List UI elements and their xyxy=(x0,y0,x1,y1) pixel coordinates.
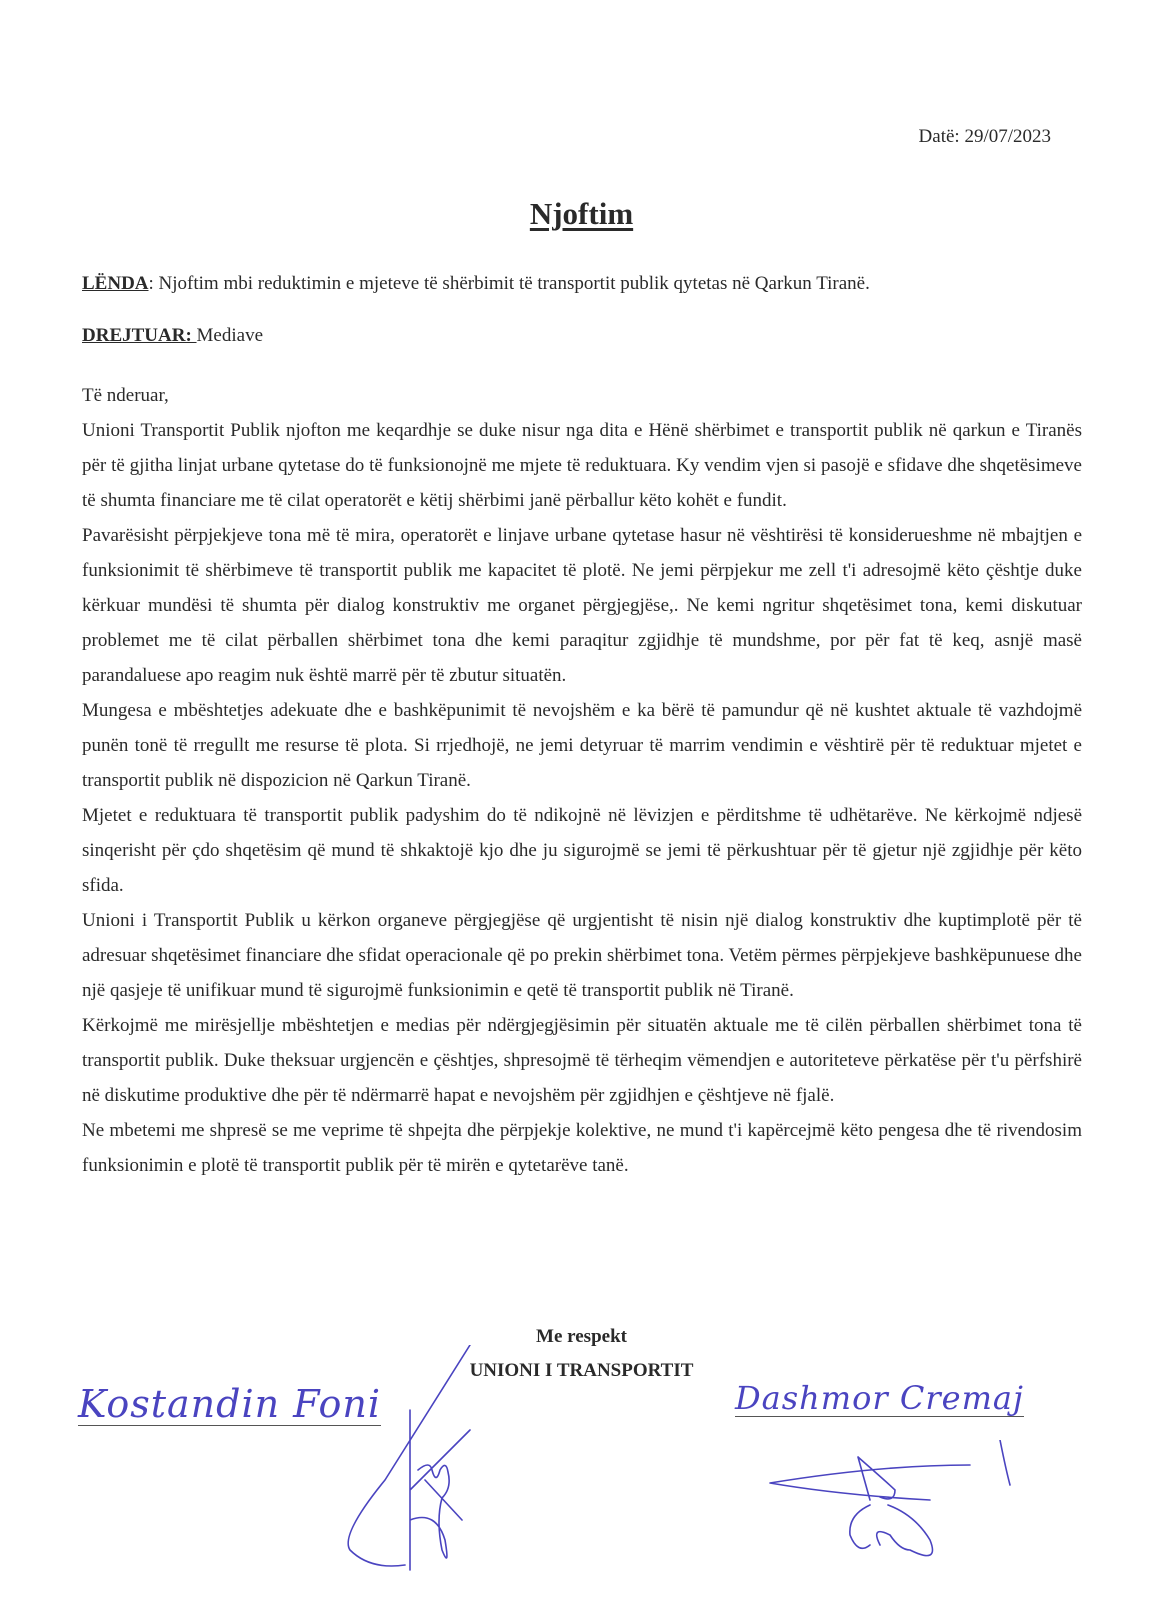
signature-left-scribble xyxy=(330,1345,530,1585)
organization-name: UNIONI I TRANSPORTIT xyxy=(469,1360,694,1381)
subject-label: LËNDA xyxy=(82,273,149,294)
subject-line xyxy=(82,273,870,295)
paragraph: Unioni i Transportit Publik u kërkon organeve përgjegjëse që urgjentisht të nisin një dialog konstruktiv dhe kuptimplotë për të adresuar shqetësimet financiare dhe sfidat operacionale që po prekin shërbimet tona. Vetëm përmes përpjekjeve bashkëpunuese dhe një qasjeje të unifikuar mund të sigurojmë funksionimin e qetë të transportit publik në Tiranë. xyxy=(82,910,1082,1001)
closing-salutation: Me respekt xyxy=(536,1326,627,1347)
paragraph: Ne mbetemi me shpresë se me veprime të shpejta dhe përpjekje kolektive, ne mund t'i kapërcejmë këto pengesa dhe të rivendosim funksionimin e plotë të transportit publik për të mirën e qytetarëve tanë. xyxy=(82,1120,1082,1176)
paragraph: Mjetet e reduktuara të transportit publik padyshim do të ndikojnë në lëvizjen e përditshme të udhëtarëve. Ne kërkojmë ndjesë sinqerisht për çdo shqetësim që mund të shkaktojë kjo dhe ju sigurojmë se jemi të përkushtuar për të gjetur një zgjidhje për këto sfida. xyxy=(82,805,1082,896)
greeting: Të nderuar, xyxy=(82,385,169,406)
paragraph: Mungesa e mbështetjes adekuate dhe e bashkëpunimit të nevojshëm e ka bërë të pamundur që në kushtet aktuale të vazhdojmë punën tonë të rregullt me resurse të plota. Si rrjedhojë, ne jemi detyruar të marrim vendimin e vështirë për të reduktuar mjetet e transportit publik në dispozicion në Qarkun Tiranë. xyxy=(82,700,1082,791)
signature-right-scribble xyxy=(760,1440,1020,1590)
subject-text: : Njoftim mbi reduktimin e mjeteve të shërbimit të transportit publik qytetas në Qarkun Tiranë. xyxy=(148,273,870,294)
addressed-label: DREJTUAR: xyxy=(82,325,197,346)
letter-body xyxy=(82,378,1082,1183)
document-date: Datë: 29/07/2023 xyxy=(918,126,1051,147)
addressed-text: Mediave xyxy=(196,325,264,346)
signature-name-right: Dashmor Cremaj xyxy=(735,1379,1024,1417)
paragraph: Pavarësisht përpjekjeve tona më të mira, operatorët e linjave urbane qytetase hasur në vështirësi të konsiderueshme në mbajtjen e funksionimit të shërbimeve të transportit publik me kapacitet të plotë. Ne jemi përpjekur me zell t'i adresojmë këto çështje duke kërkuar mundësi të shumta për dialog konstruktiv me organet përgjegjëse,. Ne kemi ngritur shqetësimet tona, kemi diskutuar problemet me të cilat përballen shërbimet tona dhe kemi paraqitur zgjidhje të mundshme, por për fat të keq, asnjë masë parandaluese apo reagim nuk është marrë për të zbutur situatën. xyxy=(82,525,1082,686)
paragraph: Unioni Transportit Publik njofton me keqardhje se duke nisur nga dita e Hënë shërbimet e transportit publik në qarkun e Tiranës për të gjitha linjat urbane qytetase do të funksionojnë me mjete të reduktuara. Ky vendim vjen si pasojë e sfidave dhe shqetësimeve të shumta financiare me të cilat operatorët e këtij shërbimi janë përballur këto kohët e fundit. xyxy=(82,420,1082,511)
signature-name-left: Kostandin Foni xyxy=(78,1382,381,1426)
addressed-line xyxy=(82,325,263,347)
paragraph: Kërkojmë me mirësjellje mbështetjen e medias për ndërgjegjësimin për situatën aktuale me të cilën përballen shërbimet tona të transportit publik. Duke theksuar urgjencën e çështjes, shpresojmë të tërheqim vëmendjen e autoriteteve përkatëse për t'u përfshirë në diskutime produktive dhe për të ndërmarrë hapat e nevojshëm për zgjidhjen e çështjeve në fjalë. xyxy=(82,1015,1082,1106)
document-title: Njoftim xyxy=(529,196,634,231)
